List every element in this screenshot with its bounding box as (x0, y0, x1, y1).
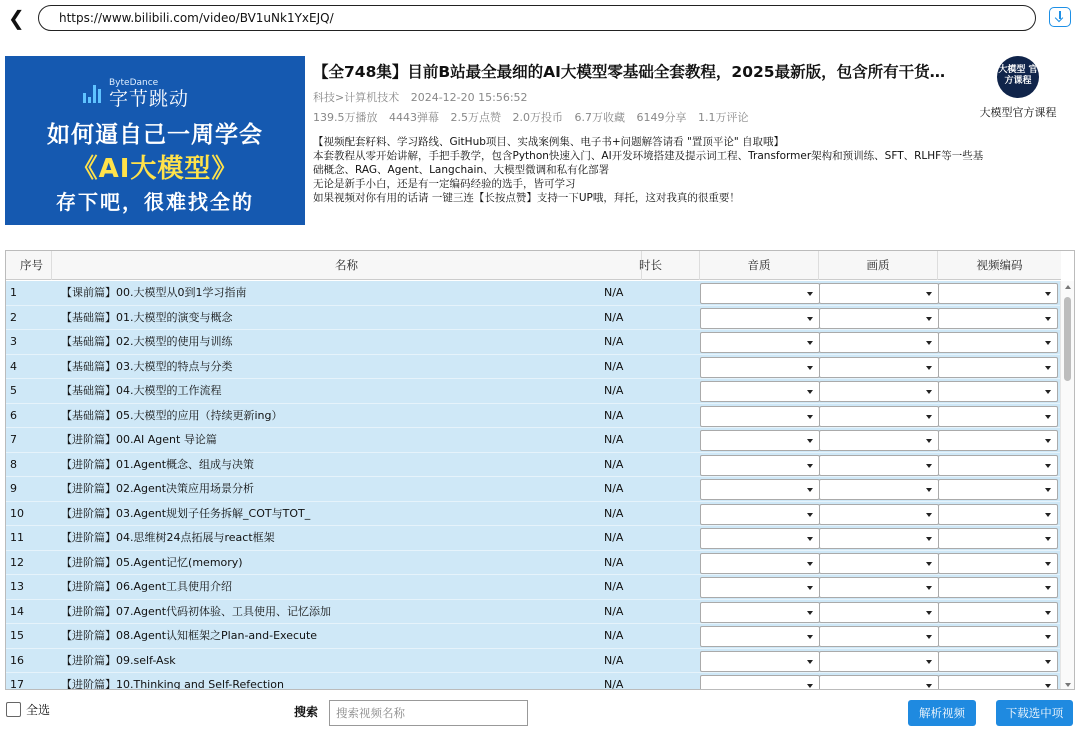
chevron-down-icon (807, 464, 813, 468)
row-duration: N/A (604, 310, 624, 324)
table-row[interactable] (6, 502, 1061, 527)
chevron-down-icon (807, 611, 813, 615)
video-quality-select[interactable] (819, 479, 939, 500)
chevron-down-icon (807, 317, 813, 321)
row-duration: N/A (604, 335, 624, 348)
chevron-down-icon (1045, 513, 1051, 517)
video-quality-select[interactable] (819, 357, 939, 378)
table-row[interactable] (6, 428, 1061, 453)
row-duration: N/A (604, 506, 624, 520)
chevron-down-icon (1045, 366, 1051, 370)
audio-quality-select[interactable] (700, 455, 820, 476)
video-quality-select[interactable] (819, 651, 939, 672)
back-arrow-icon[interactable]: ❮ (8, 6, 25, 30)
table-body (6, 281, 1061, 690)
table-row[interactable] (6, 526, 1061, 551)
video-quality-select[interactable] (819, 553, 939, 574)
table-row[interactable] (6, 551, 1061, 576)
chevron-down-icon (1045, 488, 1051, 492)
video-quality-select[interactable] (819, 675, 939, 690)
video-codec-select[interactable] (938, 308, 1058, 329)
chevron-down-icon (807, 684, 813, 688)
row-index: 3 (10, 335, 17, 348)
table-row[interactable] (6, 281, 1061, 306)
table-row[interactable] (6, 575, 1061, 600)
chevron-down-icon (807, 439, 813, 443)
video-codec-select[interactable] (938, 479, 1058, 500)
row-index: 10 (10, 506, 24, 520)
table-header (6, 251, 1061, 280)
episode-table (5, 250, 1075, 690)
url-field[interactable]: https://www.bilibili.com/video/BV1uNk1YxEJQ/ (38, 5, 1036, 31)
row-index: 9 (10, 482, 17, 495)
row-index: 5 (10, 384, 17, 397)
video-quality-select[interactable] (819, 430, 939, 451)
video-codec-select[interactable] (938, 675, 1058, 690)
row-index: 14 (10, 604, 24, 618)
row-name: 【基础篇】03.大模型的特点与分类 (61, 359, 233, 373)
chevron-down-icon (926, 635, 932, 639)
chevron-down-icon (807, 292, 813, 296)
chevron-down-icon (926, 341, 932, 345)
row-duration: N/A (604, 433, 624, 446)
description-line: 【视频配套籽料、学习路线、GitHub项目、实战案例集、电子书+问题解答请看 "置顶平论" 自取哦】 (313, 136, 785, 148)
uploader[interactable] (968, 56, 1068, 120)
row-name: 【进阶篇】06.Agent工具使用介绍 (61, 580, 233, 593)
search-input[interactable] (329, 700, 528, 726)
header-video[interactable]: 画质 (819, 251, 938, 280)
chevron-down-icon (926, 317, 932, 321)
row-name: 【进阶篇】08.Agent认知框架之Plan-and-Execute (61, 629, 318, 642)
stat-favorites: 6.7万收藏 (574, 111, 625, 124)
video-quality-select[interactable] (819, 528, 939, 549)
row-index: 1 (10, 286, 17, 299)
audio-quality-select[interactable] (700, 406, 820, 427)
row-duration: N/A (604, 384, 624, 397)
table-row[interactable] (6, 673, 1061, 690)
video-quality-select[interactable] (819, 626, 939, 647)
audio-quality-select[interactable] (700, 675, 820, 690)
row-name: 【进阶篇】03.Agent规划子任务拆解_COT与TOT_ (61, 506, 311, 520)
video-codec-select[interactable] (938, 357, 1058, 378)
video-quality-select[interactable] (819, 602, 939, 623)
row-name: 【进阶篇】10.Thinking and Self-Refection (61, 678, 285, 690)
scroll-up-arrow-icon[interactable] (1065, 285, 1071, 289)
row-name: 【基础篇】04.大模型的工作流程 (61, 384, 222, 397)
bytedance-logo (83, 78, 189, 110)
row-name: 【进阶篇】09.self-Ask (61, 653, 176, 667)
header-audio[interactable]: 音质 (700, 251, 819, 280)
chevron-down-icon (1045, 537, 1051, 541)
audio-quality-select[interactable] (700, 479, 820, 500)
row-index: 16 (10, 653, 24, 667)
audio-quality-select[interactable] (700, 528, 820, 549)
audio-quality-select[interactable] (700, 430, 820, 451)
row-duration: N/A (604, 629, 624, 642)
cover-line-2: 《AI大模型》 (71, 154, 239, 184)
description-line: 本套教程从零开始讲解，手把手教学，包含Python快速入门、AI开发环境搭建及提示词工程、Transformer架构和预训练、SFT、RLHF等一些基 (313, 150, 984, 162)
audio-quality-select[interactable] (700, 626, 820, 647)
chevron-down-icon (807, 415, 813, 419)
video-codec-select[interactable] (938, 528, 1058, 549)
audio-quality-select[interactable] (700, 357, 820, 378)
table-row[interactable] (6, 355, 1061, 380)
table-row[interactable] (6, 379, 1061, 404)
row-index: 2 (10, 310, 17, 324)
video-codec-select[interactable] (938, 283, 1058, 304)
chevron-down-icon (1045, 292, 1051, 296)
stat-likes: 2.5万点赞 (450, 111, 501, 124)
header-index[interactable]: 序号 (6, 251, 52, 280)
row-index: 11 (10, 531, 24, 544)
chevron-down-icon (926, 684, 932, 688)
video-quality-select[interactable] (819, 504, 939, 525)
chevron-down-icon (807, 390, 813, 394)
row-name: 【基础篇】05.大模型的应用（持续更新ing） (61, 408, 283, 422)
chevron-down-icon (926, 660, 932, 664)
header-codec[interactable]: 视频编码 (976, 258, 1023, 272)
table-row[interactable] (6, 306, 1061, 331)
select-all-checkbox[interactable] (6, 702, 21, 717)
brand-en: ByteDance (109, 78, 159, 88)
download-icon[interactable] (1049, 7, 1071, 27)
row-name: 【课前篇】00.大模型从0到1学习指南 (61, 286, 247, 299)
video-codec-select[interactable] (938, 553, 1058, 574)
row-index: 4 (10, 359, 17, 373)
table-row[interactable] (6, 477, 1061, 502)
chevron-down-icon (926, 366, 932, 370)
description-line: 无论是新手小白，还是有一定编码经验的选手，皆可学习 (313, 178, 576, 190)
video-stats (313, 109, 1073, 125)
row-duration: N/A (604, 408, 624, 422)
chevron-down-icon (926, 586, 932, 590)
cover-line-1: 如何逼自己一周学会 (47, 122, 263, 148)
audio-quality-select[interactable] (700, 308, 820, 329)
stat-coins: 2.0万投币 (512, 111, 563, 124)
video-cover (5, 56, 305, 225)
video-codec-select[interactable] (938, 332, 1058, 353)
video-date: 2024-12-20 15:56:52 (410, 91, 528, 104)
chevron-down-icon (926, 611, 932, 615)
chevron-down-icon (807, 562, 813, 566)
download-selected-button[interactable]: 下载选中项 (996, 700, 1073, 726)
cover-line-3: 存下吧，很难找全的 (56, 190, 254, 214)
audio-quality-select[interactable] (700, 332, 820, 353)
audio-quality-select[interactable] (700, 283, 820, 304)
video-codec-select[interactable] (938, 406, 1058, 427)
video-quality-select[interactable] (819, 381, 939, 402)
description-line: 如果视频对你有用的话请 一键三连【长按点赞】支持一下UP哦，拜托，这对我真的很重要！ (313, 192, 740, 204)
video-codec-select[interactable] (938, 504, 1058, 525)
chevron-down-icon (926, 464, 932, 468)
table-scrollbar[interactable] (1060, 281, 1074, 690)
description-line: 础概念、RAG、Agent、Langchain、大模型微调和私有化部署 (313, 164, 610, 176)
table-row[interactable] (6, 330, 1061, 355)
row-index: 8 (10, 457, 17, 471)
chevron-down-icon (1045, 439, 1051, 443)
row-index: 12 (10, 555, 24, 569)
row-duration: N/A (604, 286, 624, 299)
video-quality-select[interactable] (819, 577, 939, 598)
bottom-toolbar (0, 698, 1080, 730)
row-name: 【进阶篇】02.Agent决策应用场景分析 (61, 482, 255, 495)
address-bar (0, 4, 1080, 32)
chevron-down-icon (807, 635, 813, 639)
row-duration: N/A (604, 531, 624, 544)
row-index: 7 (10, 433, 17, 446)
chevron-down-icon (1045, 660, 1051, 664)
chevron-down-icon (807, 660, 813, 664)
audio-quality-select[interactable] (700, 577, 820, 598)
row-index: 13 (10, 580, 24, 593)
chevron-down-icon (1045, 415, 1051, 419)
video-quality-select[interactable] (819, 455, 939, 476)
video-title: 【全748集】目前B站最全最细的AI大模型零基础全套教程，2025最新版，包含所有干货… (313, 63, 946, 81)
audio-quality-select[interactable] (700, 381, 820, 402)
chevron-down-icon (807, 513, 813, 517)
scroll-thumb[interactable] (1064, 297, 1071, 381)
chevron-down-icon (1045, 562, 1051, 566)
select-all-label[interactable]: 全选 (26, 703, 51, 717)
audio-quality-select[interactable] (700, 651, 820, 672)
chevron-down-icon (807, 586, 813, 590)
chevron-down-icon (926, 537, 932, 541)
video-category: 科技>计算机技术 (313, 91, 400, 104)
row-duration: N/A (604, 359, 624, 373)
header-name[interactable]: 名称 (52, 251, 642, 280)
row-name: 【进阶篇】07.Agent代码初体验、工具使用、记忆添加 (61, 604, 332, 618)
video-codec-select[interactable] (938, 577, 1058, 598)
stat-comments: 1.1万评论 (698, 111, 749, 124)
row-index: 15 (10, 629, 24, 642)
row-name: 【进阶篇】01.Agent概念、组成与决策 (61, 457, 255, 471)
chevron-down-icon (807, 366, 813, 370)
chevron-down-icon (807, 488, 813, 492)
chevron-down-icon (926, 292, 932, 296)
table-row[interactable] (6, 624, 1061, 649)
chevron-down-icon (807, 341, 813, 345)
row-duration: N/A (604, 555, 624, 569)
video-quality-select[interactable] (819, 406, 939, 427)
table-row[interactable] (6, 649, 1061, 674)
row-index: 6 (10, 408, 17, 422)
header-duration[interactable]: 时长 (602, 251, 700, 280)
chevron-down-icon (1045, 586, 1051, 590)
chevron-down-icon (1045, 341, 1051, 345)
stat-views: 139.5万播放 (313, 111, 378, 124)
row-name: 【进阶篇】00.AI Agent 导论篇 (61, 433, 217, 446)
parse-video-button[interactable]: 解析视频 (908, 700, 976, 726)
row-duration: N/A (604, 457, 624, 471)
row-duration: N/A (604, 653, 624, 667)
video-codec-select[interactable] (938, 626, 1058, 647)
video-codec-select[interactable] (938, 430, 1058, 451)
video-codec-select[interactable] (938, 602, 1058, 623)
chevron-down-icon (926, 415, 932, 419)
video-quality-select[interactable] (819, 332, 939, 353)
chevron-down-icon (1045, 464, 1051, 468)
uploader-name[interactable]: 大模型官方课程 (979, 106, 1057, 119)
bytedance-mark-icon (83, 85, 101, 103)
video-description (313, 135, 1073, 205)
chevron-down-icon (926, 439, 932, 443)
table-row[interactable] (6, 404, 1061, 429)
row-duration: N/A (604, 604, 624, 618)
row-index: 17 (10, 678, 24, 690)
video-info (313, 60, 1073, 205)
chevron-down-icon (1045, 611, 1051, 615)
row-duration: N/A (604, 482, 624, 495)
chevron-down-icon (926, 390, 932, 394)
scroll-down-arrow-icon[interactable] (1065, 683, 1071, 687)
table-row[interactable] (6, 453, 1061, 478)
brand-cn: 字节跳动 (109, 88, 190, 110)
video-codec-select[interactable] (938, 381, 1058, 402)
audio-quality-select[interactable] (700, 602, 820, 623)
row-duration: N/A (604, 678, 624, 690)
row-name: 【基础篇】01.大模型的演变与概念 (61, 310, 233, 324)
row-duration: N/A (604, 580, 624, 593)
video-quality-select[interactable] (819, 283, 939, 304)
row-name: 【进阶篇】04.思维树24点拓展与react框架 (61, 531, 275, 544)
chevron-down-icon (1045, 684, 1051, 688)
chevron-down-icon (926, 488, 932, 492)
row-name: 【进阶篇】05.Agent记忆(memory) (61, 555, 243, 569)
chevron-down-icon (1045, 317, 1051, 321)
chevron-down-icon (1045, 635, 1051, 639)
stat-shares: 6149分享 (636, 111, 687, 124)
chevron-down-icon (926, 513, 932, 517)
row-name: 【基础篇】02.大模型的使用与训练 (61, 335, 233, 348)
chevron-down-icon (807, 537, 813, 541)
chevron-down-icon (1045, 390, 1051, 394)
stat-danmaku: 4443弹幕 (389, 111, 439, 124)
table-row[interactable] (6, 600, 1061, 625)
video-codec-select[interactable] (938, 651, 1058, 672)
avatar[interactable]: 大模型 官方课程 (997, 56, 1039, 98)
chevron-down-icon (926, 562, 932, 566)
audio-quality-select[interactable] (700, 504, 820, 525)
video-codec-select[interactable] (938, 455, 1058, 476)
search-label: 搜索 (294, 705, 319, 719)
video-quality-select[interactable] (819, 308, 939, 329)
video-meta (313, 89, 1073, 105)
audio-quality-select[interactable] (700, 553, 820, 574)
